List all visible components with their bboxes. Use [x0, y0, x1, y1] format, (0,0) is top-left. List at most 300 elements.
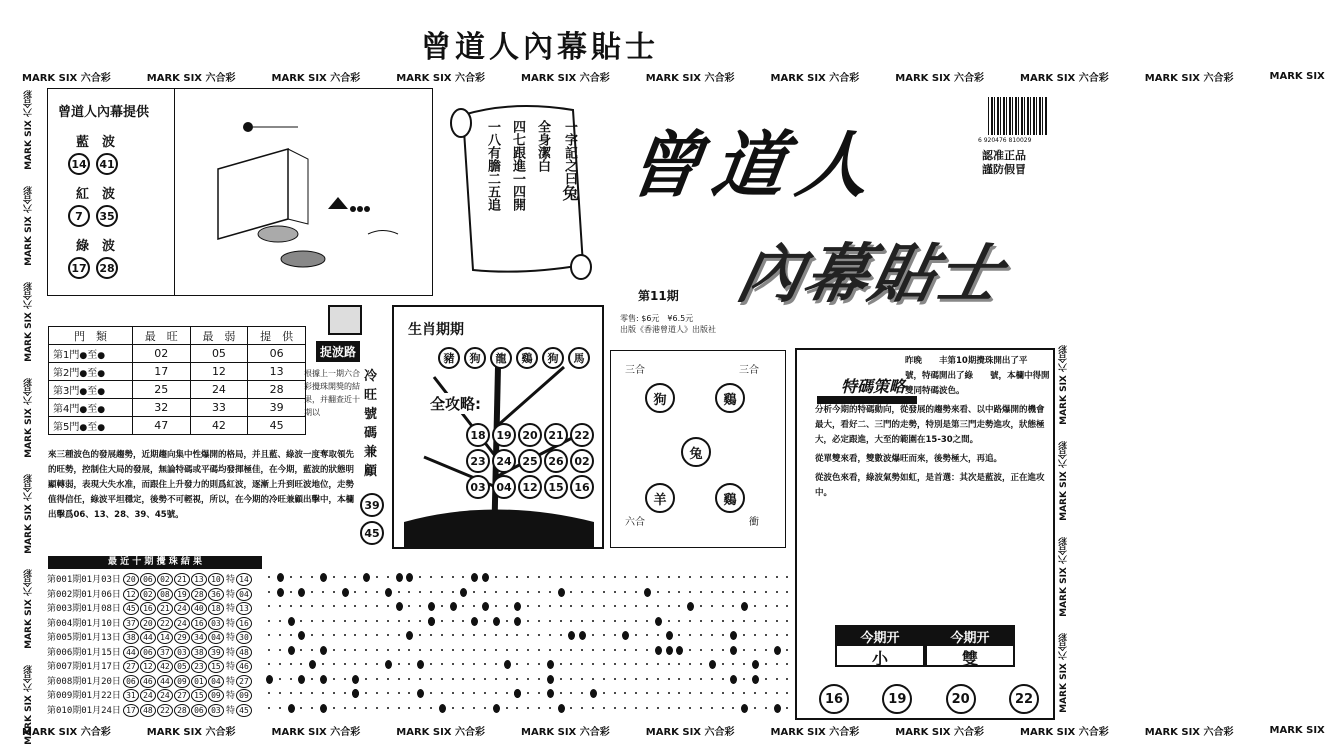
history-ball: 10 — [208, 573, 224, 586]
trend-dot — [678, 591, 680, 593]
trend-dot — [419, 678, 421, 680]
trend-dot — [398, 620, 400, 622]
trend-dot — [300, 663, 302, 665]
trend-dot — [581, 678, 583, 680]
trend-dot — [516, 591, 518, 593]
trend-mark — [666, 631, 673, 640]
trend-dot — [268, 649, 270, 651]
trend-dot — [495, 678, 497, 680]
history-ball: 46 — [140, 675, 156, 688]
trend-dot — [354, 620, 356, 622]
trend-dot — [765, 620, 767, 622]
trend-dot — [538, 678, 540, 680]
trend-dot — [592, 678, 594, 680]
trend-mark — [514, 689, 521, 698]
gate-provide: 45 — [248, 417, 306, 435]
trend-mark — [482, 602, 489, 611]
trend-dot — [365, 591, 367, 593]
provide-group-nums — [68, 205, 156, 227]
history-ball: 06 — [191, 704, 207, 717]
trend-dot — [754, 707, 756, 709]
trend-dot — [581, 591, 583, 593]
history-ball: 38 — [191, 646, 207, 659]
trend-dot — [441, 605, 443, 607]
brand-band-item: MARK SIX 六合彩 — [1059, 536, 1069, 617]
trend-dot — [786, 620, 788, 622]
catch-big-char: 號 — [364, 407, 378, 422]
brand-band-item: MARK SIX 六合彩 — [24, 665, 34, 746]
trend-dot — [290, 605, 292, 607]
trend-mark — [687, 602, 694, 611]
trend-dot — [527, 591, 529, 593]
trend-dot — [279, 692, 281, 694]
history-ball: 09 — [174, 675, 190, 688]
trend-dot — [398, 634, 400, 636]
trend-dot — [376, 707, 378, 709]
trend-dot — [776, 678, 778, 680]
history-date: 第001期01月03日 — [47, 575, 121, 585]
trend-mark — [428, 602, 435, 611]
trend-dot — [700, 707, 702, 709]
history-date: 第003期01月08日 — [47, 604, 121, 614]
trend-dot — [462, 663, 464, 665]
trend-dot — [268, 605, 270, 607]
gate-name: 第5門 — [53, 422, 80, 433]
trend-dot — [311, 649, 313, 651]
trend-mark — [568, 631, 575, 640]
gate-provide: 39 — [248, 399, 306, 417]
history-row — [47, 587, 262, 600]
history-ball: 45 — [236, 704, 252, 717]
trend-dot — [365, 605, 367, 607]
trend-dot — [365, 649, 367, 651]
history-ball: 24 — [157, 689, 173, 702]
trend-dot — [549, 634, 551, 636]
trend-dot — [268, 591, 270, 593]
gate-name-cell — [49, 345, 133, 363]
trend-dot — [495, 576, 497, 578]
history-ball: 36 — [208, 588, 224, 601]
history-ball: 44 — [157, 675, 173, 688]
trend-dot — [732, 620, 734, 622]
trend-dot — [452, 678, 454, 680]
catch-wave-logo — [328, 305, 362, 335]
strategy-title: 特碼策略 — [841, 377, 906, 396]
trend-mark — [363, 573, 370, 582]
trend-dot — [646, 663, 648, 665]
number-ball: 20 — [518, 423, 542, 447]
trend-dot — [484, 678, 486, 680]
history-ball: 09 — [236, 689, 252, 702]
trend-dot — [624, 692, 626, 694]
trend-dot — [441, 692, 443, 694]
trend-dot — [689, 620, 691, 622]
catch-big-char: 兼 — [364, 445, 378, 460]
trend-dot — [333, 707, 335, 709]
brand-band-item: MARK SIX 六合彩 — [645, 72, 735, 84]
history-ball: 06 — [140, 573, 156, 586]
trend-dot — [430, 678, 432, 680]
zodiac-title: 生肖期期 — [406, 319, 466, 339]
trend-dot — [776, 576, 778, 578]
trend-dot — [516, 634, 518, 636]
number-ball: 16 — [819, 684, 849, 714]
history-ball: 02 — [140, 588, 156, 601]
gate-name: 第4門 — [53, 404, 80, 415]
trend-mark — [547, 675, 554, 684]
trend-dot — [300, 707, 302, 709]
history-date: 第009期01月22日 — [47, 691, 121, 701]
number-ball: 39 — [360, 493, 384, 517]
trend-dot — [754, 634, 756, 636]
trend-dot — [581, 620, 583, 622]
trend-dot — [376, 605, 378, 607]
trend-dot — [624, 576, 626, 578]
history-ball: 16 — [140, 602, 156, 615]
trend-dot — [376, 678, 378, 680]
trend-dot — [462, 620, 464, 622]
trend-dot — [668, 591, 670, 593]
trend-mark — [320, 675, 327, 684]
trend-dot — [452, 620, 454, 622]
history-ball: 06 — [140, 646, 156, 659]
number-ball: 23 — [466, 449, 490, 473]
trend-dot — [678, 620, 680, 622]
trend-dot — [776, 663, 778, 665]
history-ball: 20 — [140, 617, 156, 630]
trend-dot — [354, 576, 356, 578]
trend-dot — [603, 620, 605, 622]
trend-dot — [581, 649, 583, 651]
history-special-label: 特 — [225, 575, 235, 585]
trend-mark — [406, 631, 413, 640]
trend-dot — [300, 576, 302, 578]
trend-dot — [657, 605, 659, 607]
trend-dot — [592, 576, 594, 578]
tri-top-right: 三合 — [739, 365, 759, 376]
trend-mark — [547, 660, 554, 669]
trend-dot — [786, 707, 788, 709]
trend-dot — [311, 634, 313, 636]
number-ball: 04 — [492, 475, 516, 499]
trend-mark — [439, 704, 446, 713]
trend-mark — [493, 704, 500, 713]
trend-dot — [581, 692, 583, 694]
trend-dot — [452, 692, 454, 694]
history-ball: 14 — [157, 631, 173, 644]
trend-dot — [311, 620, 313, 622]
zodiac-animal: 豬 — [438, 347, 460, 369]
zodiac-strategy: 全攻略: — [430, 395, 481, 413]
number-ball: 14 — [68, 153, 90, 175]
trend-dot — [290, 692, 292, 694]
trend-dot — [333, 663, 335, 665]
trend-dot — [646, 620, 648, 622]
provide-box — [47, 88, 433, 296]
trend-dot — [668, 605, 670, 607]
trend-dot — [484, 591, 486, 593]
gate-header-cell: 門 類 — [49, 327, 133, 345]
number-ball: 21 — [544, 423, 568, 447]
trend-dot — [711, 576, 713, 578]
trend-dot — [549, 591, 551, 593]
history-ball: 37 — [157, 646, 173, 659]
trend-dot — [570, 692, 572, 694]
trend-dot — [603, 678, 605, 680]
cert-1: 認准正品 — [982, 149, 1026, 162]
trend-dot — [732, 591, 734, 593]
trend-dot — [700, 591, 702, 593]
brand-band-item: MARK SIX 六合彩 — [1059, 345, 1069, 425]
zodiac-nums — [466, 423, 598, 499]
trend-dot — [365, 620, 367, 622]
trend-mark — [396, 602, 403, 611]
trend-dot — [290, 576, 292, 578]
gate-row — [49, 417, 306, 435]
gate-table-header — [49, 327, 306, 345]
trend-dot — [722, 634, 724, 636]
history-row — [47, 616, 262, 629]
gate-hot: 25 — [132, 381, 190, 399]
gate-provide: 06 — [248, 345, 306, 363]
number-ball: 22 — [1009, 684, 1039, 714]
history-ball: 21 — [174, 573, 190, 586]
brand-band-item: MARK SIX 六合彩 — [271, 72, 361, 84]
gate-hot: 17 — [132, 363, 190, 381]
brand-title-2: 內幕貼士 — [730, 238, 1011, 312]
trend-dot — [387, 620, 389, 622]
trend-dot — [549, 620, 551, 622]
trend-dot — [279, 634, 281, 636]
trend-dot — [614, 620, 616, 622]
trend-dot — [462, 649, 464, 651]
gate-range: 至 — [87, 386, 98, 397]
trend-dot — [743, 576, 745, 578]
trend-dot — [387, 678, 389, 680]
trend-dot — [722, 591, 724, 593]
trend-mark — [655, 617, 662, 626]
trend-dot — [538, 707, 540, 709]
trend-mark — [644, 588, 651, 597]
trend-dot — [560, 634, 562, 636]
trend-dot — [614, 576, 616, 578]
trend-dot — [635, 620, 637, 622]
trend-dot — [344, 634, 346, 636]
trend-dot — [765, 576, 767, 578]
number-ball: 17 — [68, 257, 90, 279]
trend-dot — [506, 605, 508, 607]
trend-mark — [406, 573, 413, 582]
trend-dot — [495, 663, 497, 665]
trend-dot — [765, 649, 767, 651]
brand-band-top — [0, 68, 1325, 84]
trend-dot — [333, 678, 335, 680]
trend-dot — [322, 634, 324, 636]
trend-dot — [732, 692, 734, 694]
gate-name-cell — [49, 399, 133, 417]
tri-animal: 羊 — [645, 483, 675, 513]
brand-band-item: MARK SIX 六合彩 — [271, 726, 361, 738]
brand-band-item: MARK SIX — [1269, 724, 1325, 736]
trend-dot — [603, 605, 605, 607]
trend-dot — [344, 707, 346, 709]
history-ball: 42 — [157, 660, 173, 673]
history-ball: 09 — [208, 689, 224, 702]
trend-dot — [462, 692, 464, 694]
trend-dot — [430, 692, 432, 694]
trend-mark — [288, 704, 295, 713]
trend-dot — [765, 591, 767, 593]
trend-dot — [743, 663, 745, 665]
gate-hot: 32 — [132, 399, 190, 417]
history-date: 第006期01月15日 — [47, 647, 121, 658]
trend-dot — [700, 649, 702, 651]
trend-dot — [419, 649, 421, 651]
trend-mark — [741, 704, 748, 713]
scroll-line: 全身潔白 — [535, 120, 550, 172]
brand-band-item: MARK SIX 六合彩 — [645, 726, 735, 738]
history-special-label: 特 — [225, 705, 235, 716]
trend-dot — [603, 576, 605, 578]
trend-dot — [603, 634, 605, 636]
trend-dot — [387, 605, 389, 607]
brand-band-item: MARK SIX 六合彩 — [1020, 726, 1109, 738]
trend-dot — [592, 634, 594, 636]
trend-dot — [678, 707, 680, 709]
trend-mark — [471, 617, 478, 626]
trend-dot — [462, 576, 464, 578]
trend-dot — [452, 634, 454, 636]
trend-dot — [678, 692, 680, 694]
gate-dot-icon: ● — [79, 387, 88, 397]
trend-dot — [430, 576, 432, 578]
trend-dot — [711, 634, 713, 636]
trend-dot — [538, 591, 540, 593]
trend-dot — [560, 620, 562, 622]
number-ball: 19 — [882, 684, 912, 714]
trend-dot — [333, 620, 335, 622]
trend-dot — [786, 591, 788, 593]
history-ball: 03 — [174, 646, 190, 659]
trend-dot — [473, 678, 475, 680]
catch-big-char: 顧 — [364, 464, 378, 479]
trend-dot — [462, 605, 464, 607]
trend-dot — [268, 576, 270, 578]
number-ball: 26 — [544, 449, 568, 473]
history-date: 第007期01月17日 — [47, 662, 121, 672]
trend-dot — [527, 634, 529, 636]
trend-dot — [506, 634, 508, 636]
brand-band-item: MARK SIX 六合彩 — [1020, 72, 1109, 84]
trend-mark — [622, 631, 629, 640]
trend-mark — [450, 602, 457, 611]
trend-dot — [711, 620, 713, 622]
trend-dot — [689, 692, 691, 694]
trend-dot — [516, 576, 518, 578]
trend-dot — [538, 663, 540, 665]
trend-mark — [514, 617, 521, 626]
trend-dot — [689, 678, 691, 680]
trend-dot — [700, 620, 702, 622]
trend-dot — [732, 576, 734, 578]
trend-dot — [614, 649, 616, 651]
trend-dot — [570, 707, 572, 709]
trend-dot — [430, 634, 432, 636]
trend-dot — [678, 576, 680, 578]
brand-band-item: MARK SIX 六合彩 — [396, 726, 485, 738]
scroll-heading-text: 一字記之曰 — [562, 120, 577, 185]
trend-dot — [560, 678, 562, 680]
trend-dot — [570, 576, 572, 578]
trend-dot — [452, 663, 454, 665]
history-special-label: 特 — [225, 662, 235, 672]
number-ball: 7 — [68, 205, 90, 227]
history-ball: 40 — [191, 602, 207, 615]
trend-dot — [560, 649, 562, 651]
trend-dot — [776, 605, 778, 607]
gate-dot-icon: ● — [97, 369, 106, 379]
trend-dot — [430, 591, 432, 593]
number-ball: 12 — [518, 475, 542, 499]
trend-dot — [473, 663, 475, 665]
history-date: 第005期01月13日 — [47, 633, 121, 643]
trend-dot — [333, 576, 335, 578]
history-ball: 12 — [140, 660, 156, 673]
trend-dot — [765, 692, 767, 694]
tri-animal: 鷄 — [715, 383, 745, 413]
history-special-label: 特 — [225, 691, 235, 701]
gate-header-cell: 最 旺 — [132, 327, 190, 345]
trend-dot — [365, 634, 367, 636]
trend-dot — [560, 692, 562, 694]
provide-group-label: 紅 波 — [76, 187, 116, 202]
trend-dot — [452, 576, 454, 578]
trend-dot — [786, 649, 788, 651]
trend-dot — [754, 649, 756, 651]
trend-dot — [786, 692, 788, 694]
trend-dot — [635, 692, 637, 694]
number-ball: 03 — [466, 475, 490, 499]
history-ball: 04 — [236, 588, 252, 601]
trend-dot — [322, 591, 324, 593]
trend-dot — [624, 678, 626, 680]
history-ball: 39 — [208, 646, 224, 659]
trend-dot — [700, 678, 702, 680]
trend-dot — [689, 576, 691, 578]
number-ball: 18 — [466, 423, 490, 447]
zodiac-animal: 狗 — [542, 347, 564, 369]
trend-dot — [722, 605, 724, 607]
trend-dot — [484, 634, 486, 636]
trend-dot — [581, 707, 583, 709]
trend-dot — [668, 576, 670, 578]
trend-dot — [560, 663, 562, 665]
history-ball: 03 — [208, 617, 224, 630]
open-value-1: 小 — [871, 649, 888, 668]
trend-dot — [527, 576, 529, 578]
history-row — [47, 630, 262, 643]
trend-dot — [581, 663, 583, 665]
history-ball: 20 — [123, 573, 139, 586]
scroll-text — [483, 120, 581, 270]
history-ball: 44 — [140, 631, 156, 644]
trend-dot — [516, 649, 518, 651]
brand-band-item: MARK SIX 六合彩 — [22, 72, 111, 84]
trend-dot — [376, 576, 378, 578]
trend-mark — [774, 646, 781, 655]
history-ball: 44 — [123, 646, 139, 659]
trend-dot — [776, 634, 778, 636]
